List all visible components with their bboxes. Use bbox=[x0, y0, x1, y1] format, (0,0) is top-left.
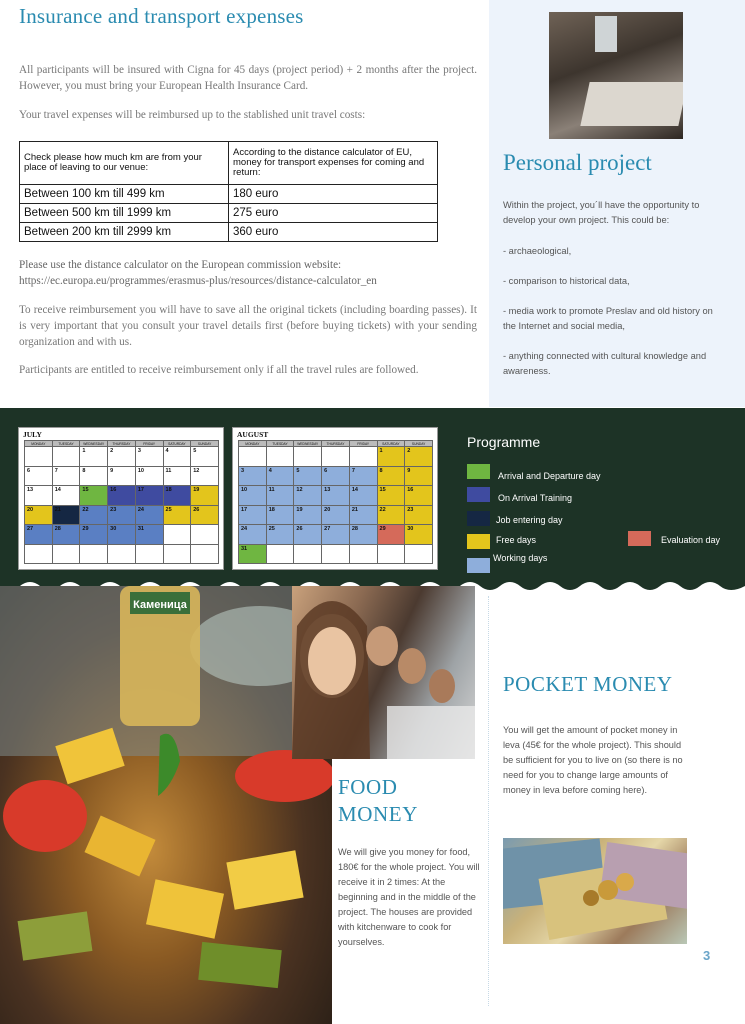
calendar-title: JULY bbox=[23, 430, 42, 439]
legend-label: Job entering day bbox=[496, 515, 563, 525]
food-photo bbox=[0, 586, 332, 1024]
calendar-day-cell: 27 bbox=[322, 525, 350, 545]
calendar-day-cell: 2 bbox=[405, 447, 433, 467]
section-title-food-money bbox=[338, 774, 418, 828]
calendar-day-cell: 9 bbox=[405, 466, 433, 486]
calendar-day-cell bbox=[25, 544, 53, 564]
calendar-day-cell: 24 bbox=[239, 525, 267, 545]
legend-swatch-evaluation bbox=[628, 531, 651, 546]
calendar-august bbox=[232, 427, 438, 570]
table-cell: 275 euro bbox=[229, 204, 438, 223]
calendar-day-header: TUESDAY bbox=[52, 441, 80, 447]
calendar-day-cell bbox=[405, 544, 433, 564]
calendar-day-header: THURSDAY bbox=[108, 441, 136, 447]
calendar-day-cell: 2 bbox=[108, 447, 136, 467]
calendar-day-cell: 29 bbox=[80, 525, 108, 545]
calendar-day-cell: 3 bbox=[239, 466, 267, 486]
column-divider bbox=[488, 596, 489, 1006]
calendar-day-cell: 14 bbox=[349, 486, 377, 506]
calendar-day-cell: 19 bbox=[294, 505, 322, 525]
pocket-money-text: You will get the amount of pocket money in leva (45€ for the whole project). This should be sufficient for you to live on (so there is no need for you to change large amounts of money in leva before coming here). bbox=[503, 725, 683, 795]
table-row bbox=[20, 185, 438, 204]
table-cell: Between 500 km till 1999 km bbox=[20, 204, 229, 223]
calendar-day-cell: 20 bbox=[322, 505, 350, 525]
legend-swatch-working bbox=[467, 558, 490, 573]
calendar-day-header: WEDNESDAY bbox=[80, 441, 108, 447]
calendar-day-cell: 12 bbox=[191, 466, 219, 486]
legend-label: Arrival and Departure day bbox=[498, 471, 601, 481]
personal-project-intro: Within the project, you´ll have the opportunity to develop your own project. This could be: bbox=[503, 200, 700, 225]
calendar-day-cell bbox=[266, 544, 294, 564]
list-item: - archaeological, bbox=[503, 246, 572, 256]
calendar-day-header: THURSDAY bbox=[322, 441, 350, 447]
calendar-day-cell: 29 bbox=[377, 525, 405, 545]
calendar-week-row bbox=[25, 544, 219, 564]
calendar-day-cell bbox=[108, 544, 136, 564]
calendar-week-row bbox=[25, 525, 219, 545]
calendar-day-cell: 25 bbox=[163, 505, 191, 525]
friends-photo bbox=[292, 586, 475, 759]
calendar-day-cell: 11 bbox=[266, 486, 294, 506]
table-cell: Between 200 km till 2999 km bbox=[20, 223, 229, 242]
calendar-day-header: TUESDAY bbox=[266, 441, 294, 447]
calendar-day-cell: 5 bbox=[294, 466, 322, 486]
calendar-day-header: SATURDAY bbox=[163, 441, 191, 447]
calendar-day-cell: 26 bbox=[191, 505, 219, 525]
calendar-day-cell: 21 bbox=[349, 505, 377, 525]
section-title-pocket-money: POCKET MONEY bbox=[503, 672, 673, 696]
legend-label: Free days bbox=[496, 535, 537, 545]
section-title-personal-project: Personal project bbox=[503, 150, 652, 175]
calendar-day-cell bbox=[25, 447, 53, 467]
calendar-day-cell bbox=[80, 544, 108, 564]
calendar-day-cell: 11 bbox=[163, 466, 191, 486]
calendar-day-cell: 23 bbox=[405, 505, 433, 525]
calendar-day-cell: 22 bbox=[80, 505, 108, 525]
programme-title: Programme bbox=[467, 434, 541, 450]
table-header-row bbox=[20, 142, 438, 185]
calendar-week-row bbox=[239, 505, 433, 525]
calendar-day-cell bbox=[191, 525, 219, 545]
calendar-day-cell bbox=[239, 447, 267, 467]
legend-swatch-job-entering bbox=[467, 511, 490, 526]
calendar-week-row bbox=[239, 525, 433, 545]
calendar-day-cell: 17 bbox=[135, 486, 163, 506]
insurance-paragraph-3: Please use the distance calculator on the European commission website: https://ec.europa.eu/programmes/erasmus-plus/resources/distance-calculator_en bbox=[19, 259, 377, 287]
calendar-day-header: FRIDAY bbox=[349, 441, 377, 447]
calendar-day-cell: 8 bbox=[377, 466, 405, 486]
calendar-title: AUGUST bbox=[237, 430, 269, 439]
calendar-day-cell: 13 bbox=[322, 486, 350, 506]
calendar-day-header: SUNDAY bbox=[191, 441, 219, 447]
calendar-day-cell: 6 bbox=[322, 466, 350, 486]
calendar-week-row bbox=[25, 486, 219, 506]
calendar-day-header: MONDAY bbox=[25, 441, 53, 447]
calendar-day-cell: 28 bbox=[52, 525, 80, 545]
calendar-day-cell: 13 bbox=[25, 486, 53, 506]
calendar-day-header: SATURDAY bbox=[377, 441, 405, 447]
legend-swatch-training bbox=[467, 487, 490, 502]
calendar-day-cell: 9 bbox=[108, 466, 136, 486]
calendar-day-cell bbox=[52, 544, 80, 564]
calendar-week-row bbox=[25, 505, 219, 525]
table-header-cell: According to the distance calculator of EU, money for transport expenses for coming and return: bbox=[229, 142, 438, 185]
calendar-day-cell bbox=[135, 544, 163, 564]
section-title-insurance: Insurance and transport expenses bbox=[19, 4, 304, 28]
beer-label: Каменица bbox=[133, 599, 187, 611]
legend-label: On Arrival Training bbox=[498, 493, 573, 503]
calendar-day-cell: 30 bbox=[405, 525, 433, 545]
calendar-day-cell: 22 bbox=[377, 505, 405, 525]
calendar-week-row bbox=[239, 447, 433, 467]
table-cell: 360 euro bbox=[229, 223, 438, 242]
calendar-day-header: FRIDAY bbox=[135, 441, 163, 447]
calendar-day-cell: 10 bbox=[239, 486, 267, 506]
calendar-day-cell: 4 bbox=[266, 466, 294, 486]
calendar-day-cell: 14 bbox=[52, 486, 80, 506]
calendar-day-cell: 21 bbox=[52, 505, 80, 525]
food-title-line-1: FOOD bbox=[338, 775, 398, 799]
calendar-day-cell bbox=[191, 544, 219, 564]
calendar-day-cell: 31 bbox=[135, 525, 163, 545]
list-item: - anything connected with cultural knowledge and awareness. bbox=[503, 351, 707, 376]
calendar-july bbox=[18, 427, 224, 570]
calendar-day-header: WEDNESDAY bbox=[294, 441, 322, 447]
calendar-day-cell: 20 bbox=[25, 505, 53, 525]
calendar-week-row bbox=[239, 544, 433, 564]
insurance-paragraph-5: Participants are entitled to receive reimbursement only if all the travel rules are followed. bbox=[19, 364, 419, 376]
food-money-text: We will give you money for food, 180€ for the whole project. You will receive it in 2 times: At the beginning and in the middle of the project. The houses are provided with kitchenware to cook for yourselves. bbox=[338, 847, 480, 947]
calendar-day-cell: 30 bbox=[108, 525, 136, 545]
page-number: 3 bbox=[703, 948, 711, 963]
calendar-day-cell: 31 bbox=[239, 544, 267, 564]
calendar-day-cell: 10 bbox=[135, 466, 163, 486]
calendar-day-cell: 28 bbox=[349, 525, 377, 545]
insurance-paragraph-1: All participants will be insured with Cigna for 45 days (project period) + 2 months after the project. However, you must bring your European Health Insurance Card. bbox=[19, 64, 477, 92]
calendar-day-cell: 18 bbox=[163, 486, 191, 506]
calendar-day-cell: 12 bbox=[294, 486, 322, 506]
calendar-day-cell bbox=[163, 544, 191, 564]
calendar-day-header: SUNDAY bbox=[405, 441, 433, 447]
calendar-day-cell bbox=[377, 544, 405, 564]
calendar-day-cell bbox=[294, 447, 322, 467]
calendar-day-cell: 24 bbox=[135, 505, 163, 525]
calendar-grid bbox=[238, 440, 433, 564]
calendar-day-cell: 3 bbox=[135, 447, 163, 467]
travel-costs-table bbox=[19, 141, 438, 242]
calendar-day-cell bbox=[349, 544, 377, 564]
legend-swatch-free bbox=[467, 534, 490, 549]
table-row bbox=[20, 223, 438, 242]
calendar-day-cell: 26 bbox=[294, 525, 322, 545]
calendar-day-cell: 27 bbox=[25, 525, 53, 545]
calendar-day-cell bbox=[322, 447, 350, 467]
calendar-day-cell bbox=[52, 447, 80, 467]
calendar-day-cell: 1 bbox=[80, 447, 108, 467]
calendar-day-cell: 16 bbox=[405, 486, 433, 506]
calendar-day-cell bbox=[163, 525, 191, 545]
calendar-day-cell: 7 bbox=[52, 466, 80, 486]
calendar-day-cell: 25 bbox=[266, 525, 294, 545]
calendar-day-cell bbox=[349, 447, 377, 467]
calendar-day-cell bbox=[294, 544, 322, 564]
calendar-grid bbox=[24, 440, 219, 564]
calendar-day-cell: 18 bbox=[266, 505, 294, 525]
calendar-day-header: MONDAY bbox=[239, 441, 267, 447]
calendar-day-cell: 16 bbox=[108, 486, 136, 506]
calendar-day-cell: 8 bbox=[80, 466, 108, 486]
food-title-line-2: MONEY bbox=[338, 802, 418, 826]
calendar-day-cell: 15 bbox=[377, 486, 405, 506]
calendar-week-row bbox=[239, 466, 433, 486]
calendar-day-cell bbox=[266, 447, 294, 467]
legend-swatch-arrival bbox=[467, 464, 490, 479]
table-header-cell: Check please how much km are from your place of leaving to our venue: bbox=[20, 142, 229, 185]
insurance-paragraph-2: Your travel expenses will be reimbursed up to the stablished unit travel costs: bbox=[19, 109, 366, 121]
legend-label: Working days bbox=[493, 553, 548, 563]
banknotes-photo bbox=[503, 838, 687, 944]
calendar-day-cell: 19 bbox=[191, 486, 219, 506]
calendar-week-row bbox=[25, 466, 219, 486]
calendar-day-cell bbox=[322, 544, 350, 564]
workshop-photo bbox=[549, 12, 683, 139]
calendar-day-cell: 4 bbox=[163, 447, 191, 467]
list-item: - comparison to historical data, bbox=[503, 276, 630, 286]
calendar-day-cell: 17 bbox=[239, 505, 267, 525]
calendar-day-cell: 5 bbox=[191, 447, 219, 467]
calendar-day-cell: 7 bbox=[349, 466, 377, 486]
list-item: - media work to promote Preslav and old history on the Internet and social media, bbox=[503, 306, 713, 331]
calendar-day-cell: 6 bbox=[25, 466, 53, 486]
table-row bbox=[20, 204, 438, 223]
table-cell: Between 100 km till 499 km bbox=[20, 185, 229, 204]
calendar-week-row bbox=[25, 447, 219, 467]
calendar-week-row bbox=[239, 486, 433, 506]
calendar-day-cell: 1 bbox=[377, 447, 405, 467]
legend-label: Evaluation day bbox=[661, 535, 721, 545]
table-cell: 180 euro bbox=[229, 185, 438, 204]
insurance-paragraph-4: To receive reimbursement you will have to save all the original tickets (including boarding passes). It is very important that you consult your travel details first (before buying tickets) with your sending organization and with us. bbox=[19, 304, 477, 348]
calendar-day-cell: 23 bbox=[108, 505, 136, 525]
calendar-day-cell: 15 bbox=[80, 486, 108, 506]
